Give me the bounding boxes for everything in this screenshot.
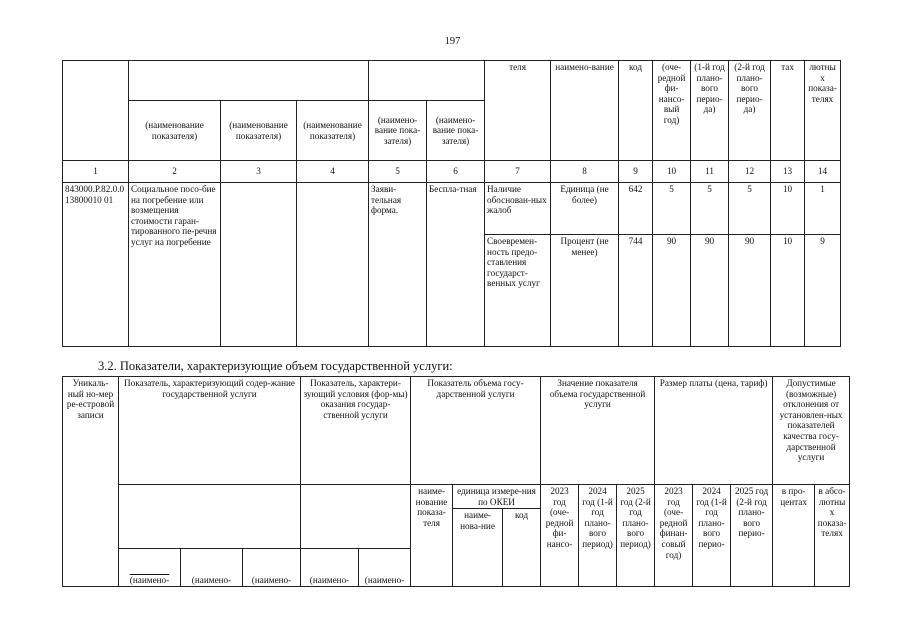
column-number: 7 <box>485 161 551 183</box>
indicator-value-14: 1 <box>805 183 841 235</box>
header-cell-13: тах <box>771 61 805 161</box>
header-conditions-subgroup <box>301 485 411 549</box>
header-cell-3: (наименование показателя) <box>221 101 297 161</box>
form-cell: Заяви-тельная форма. <box>369 183 427 347</box>
header-fee-2023: 2023 год (оче-редной финан-совый год) <box>655 485 693 587</box>
header-cell-6: (наимено-вание пока-зателя) <box>427 101 485 161</box>
service-name: Социальное посо-бие на погребение или возмещения стоимости гаран-тированного пе-речня услуг на погребение <box>129 183 221 347</box>
header-unit-name: наиме-нова-ние <box>453 509 503 587</box>
column-number: 3 <box>221 161 297 183</box>
indicator-name: Своевремен-ность предо-ставления государст-венных услуг <box>485 235 551 347</box>
header-cell-14: лютных показа-телях <box>805 61 841 161</box>
header-fee-2025: 2025 год (2-й год плано-вого перио- <box>731 485 773 587</box>
header-volume-value: Значение показателя объема государственной услуги <box>541 377 655 485</box>
column-number: 4 <box>297 161 369 183</box>
header-cell-11: (1-й год плано-вого перио-да) <box>691 61 729 161</box>
column-number: 10 <box>653 161 691 183</box>
header-volume-name: наиме-нование показа-теля <box>411 485 453 587</box>
indicator-code: 744 <box>619 235 653 347</box>
indicator-name: Наличие обоснован-ных жалоб <box>485 183 551 235</box>
header-cell-4: (наименование показателя) <box>297 101 369 161</box>
header-sub-name: (наимено- <box>181 549 243 587</box>
indicator-unit: Единица (не более) <box>551 183 619 235</box>
indicator-value-13: 10 <box>771 183 805 235</box>
column-number: 8 <box>551 161 619 183</box>
indicator-value-13: 10 <box>771 235 805 347</box>
header-sub-name: (наимено- <box>243 549 301 587</box>
header-sub-name: (наимено- <box>359 549 411 587</box>
header-content-indicator: Показатель, характеризующий содер-жание государственной услуги <box>119 377 301 485</box>
header-cell-10: (оче-редной фи-нансо-вый год) <box>653 61 691 161</box>
header-conditions-group <box>369 61 485 101</box>
header-year-2023: 2023 год (оче-редной фи-нансо- <box>541 485 579 587</box>
header-cell-8: наимено-вание <box>551 61 619 161</box>
header-year-2024: 2024 год (1-й год плано-вого период) <box>579 485 617 587</box>
volume-indicators-table <box>62 376 850 587</box>
header-unit-code: код <box>503 509 541 587</box>
column-number: 5 <box>369 161 427 183</box>
page-number: 197 <box>444 36 461 47</box>
header-cell-1 <box>63 61 129 161</box>
column-number: 6 <box>427 161 485 183</box>
header-deviation: Допустимые (возможные) отклонения от установлен-ных показателей качества госу-дарственной услуги <box>773 377 850 485</box>
header-volume-indicator: Показатель объема госу-дарственной услуги <box>411 377 541 485</box>
header-sub-name: (наимено- <box>301 549 359 587</box>
indicator-value-10: 5 <box>653 183 691 235</box>
quality-indicators-table <box>62 60 841 347</box>
header-conditions-indicator: Показатель, характери-зующий условия (фор-мы) оказания государ-ственной услуги <box>301 377 411 485</box>
indicator-value-14: 9 <box>805 235 841 347</box>
header-cell-7: теля <box>485 61 551 161</box>
indicator-code: 642 <box>619 183 653 235</box>
fee-cell: Беспла-тная <box>427 183 485 347</box>
header-absolute: в абсо-лютных показа-телях <box>815 485 850 587</box>
column-number: 11 <box>691 161 729 183</box>
empty-cell <box>297 183 369 347</box>
registry-code: 843000.Р.82.0.013800010 01 <box>63 183 129 347</box>
header-cell-5: (наимено-вание пока-зателя) <box>369 101 427 161</box>
header-fee: Размер платы (цена, тариф) <box>655 377 773 485</box>
indicator-value-10: 90 <box>653 235 691 347</box>
header-sub-name: (наимено- <box>119 549 181 587</box>
column-number: 2 <box>129 161 221 183</box>
header-content-group <box>129 61 369 101</box>
header-cell-12: (2-й год плано-вого перио-да) <box>729 61 771 161</box>
column-number: 13 <box>771 161 805 183</box>
indicator-value-11: 5 <box>691 183 729 235</box>
header-fee-2024: 2024 год (1-й год плано-вого перио- <box>693 485 731 587</box>
section-title: 3.2. Показатели, характеризующие объем государственной услуги: <box>98 359 453 373</box>
column-number: 12 <box>729 161 771 183</box>
header-percent: в про-центах <box>773 485 815 587</box>
indicator-value-11: 90 <box>691 235 729 347</box>
indicator-unit: Процент (не менее) <box>551 235 619 347</box>
indicator-value-12: 90 <box>729 235 771 347</box>
indicator-value-12: 5 <box>729 183 771 235</box>
column-number: 1 <box>63 161 129 183</box>
column-number: 14 <box>805 161 841 183</box>
empty-cell <box>221 183 297 347</box>
header-cell-2: (наименование показателя) <box>129 101 221 161</box>
header-unit-okei: единица измере-ния по ОКЕИ <box>453 485 541 509</box>
column-number: 9 <box>619 161 653 183</box>
header-cell-9: код <box>619 61 653 161</box>
header-year-2025: 2025 год (2-й год плано-вого период) <box>617 485 655 587</box>
header-unique-number: Уникаль-ный но-мер ре-естровой записи <box>63 377 119 587</box>
header-content-subgroup <box>119 485 301 549</box>
